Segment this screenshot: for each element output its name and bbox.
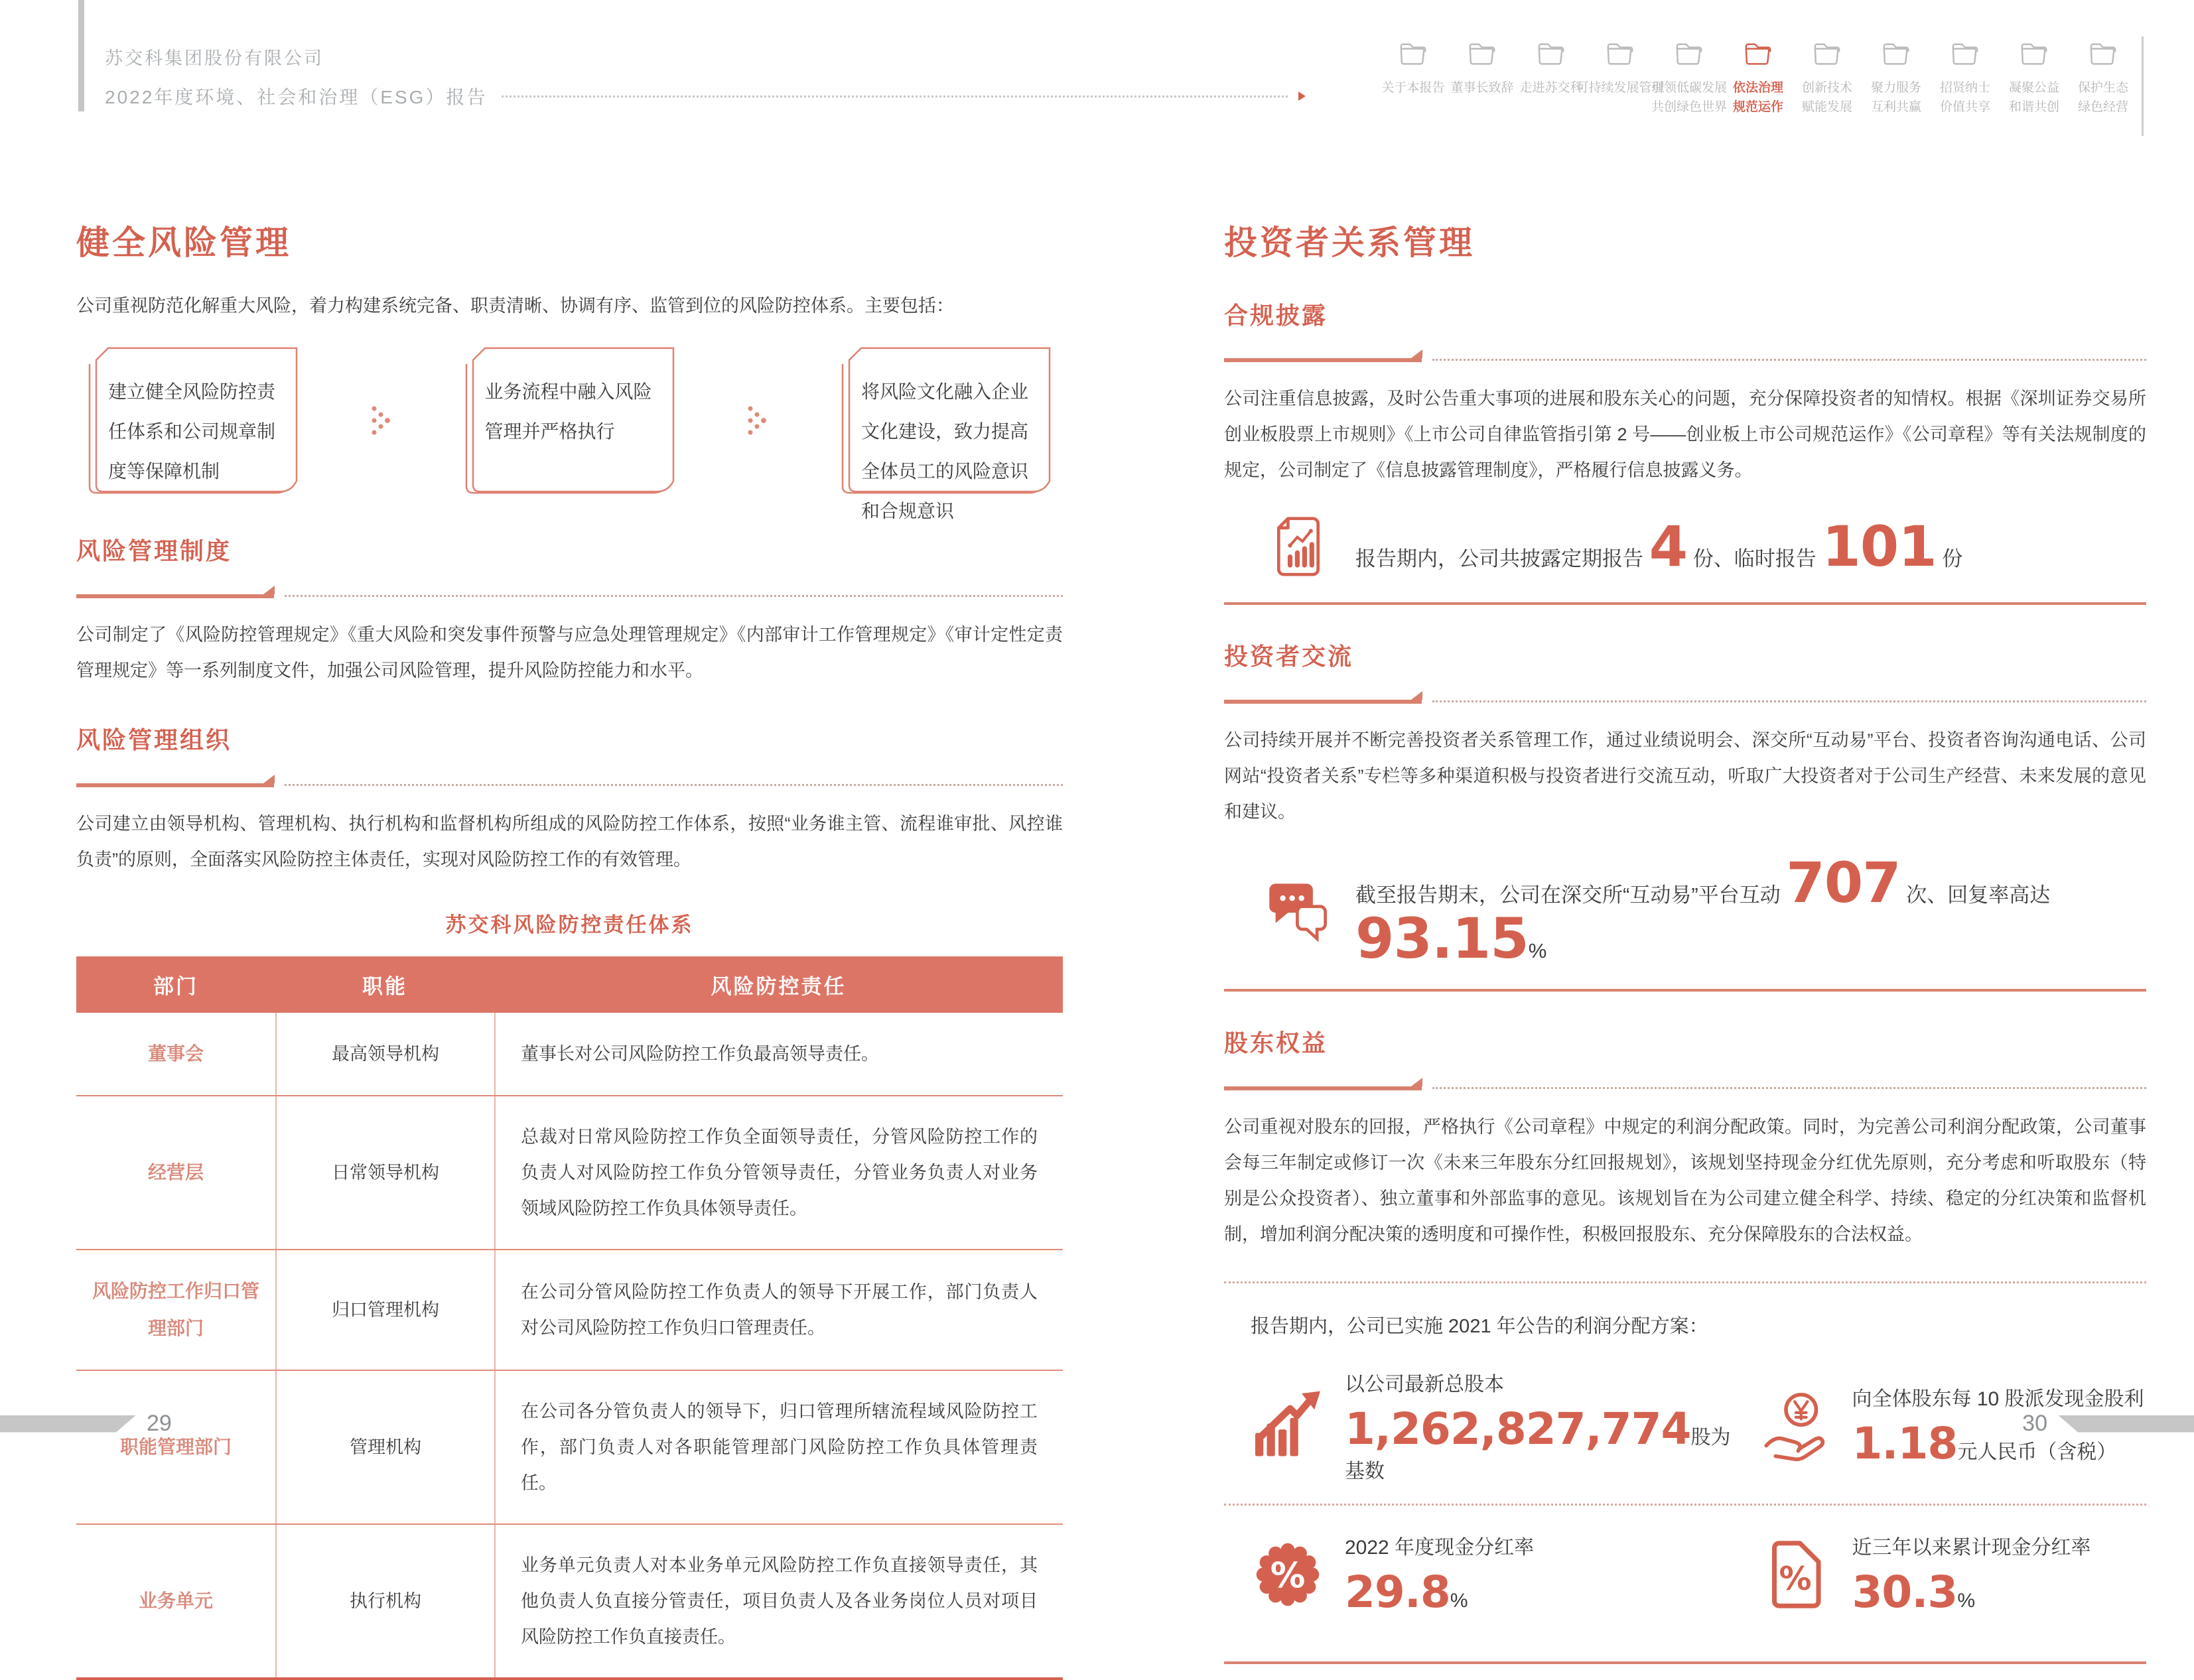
- left-page-risk-management: [76, 194, 1063, 1680]
- dotted-chevron-icon: [687, 399, 830, 442]
- nav-item-lawful-governance-active[interactable]: 依法治理 规范运作: [1726, 41, 1790, 117]
- svg-text:%: %: [1778, 1559, 1812, 1598]
- folder-icon: [1881, 41, 1911, 69]
- page-title: 投资者关系管理: [1224, 224, 1475, 261]
- table-header-cell: 风险防控责任: [711, 974, 847, 998]
- report-chart-icon: [1265, 513, 1332, 580]
- flow-box-text: 业务流程中融入风险管理并严格执行: [484, 381, 652, 442]
- chapter-nav: [1381, 41, 2138, 117]
- nav-item-about-report[interactable]: [1381, 41, 1445, 117]
- table-row: [76, 1523, 1063, 1677]
- role-cell: 执行机构: [275, 1525, 494, 1677]
- nav-item-service[interactable]: 聚力服务 互利共赢: [1864, 41, 1928, 117]
- nav-label: 依法治理: [1732, 81, 1783, 95]
- risk-flow-diagram: [76, 342, 1063, 522]
- section-risk-organization: [76, 722, 1063, 877]
- risk-responsibility-table: [76, 956, 1063, 1680]
- dept-cell: 董事会: [147, 1043, 204, 1064]
- header-dotted-line: [502, 96, 1288, 97]
- report-title: 2022年度环境、社会和治理（ESG）报告: [105, 87, 488, 107]
- right-page-footer: [2022, 1411, 2194, 1437]
- header-arrow-icon: [1298, 92, 1306, 101]
- stat-label: 以公司最新总股本: [1345, 1374, 1504, 1396]
- section-divider-line: [1224, 1661, 2146, 1664]
- table-row: [76, 1095, 1063, 1249]
- nav-item-innovation[interactable]: 创新技术 赋能发展: [1795, 41, 1859, 117]
- dividend-stats-row-2: [1224, 1506, 2146, 1638]
- flow-box-1: [76, 342, 310, 499]
- page-number-left: 29: [147, 1411, 172, 1436]
- resp-cell: 业务单元负责人对本业务单元风险防控工作负直接领导责任，其他负责人负直接分管责任，项目负责人及各业务岗位人员对项目风险防控工作负直接责任。: [494, 1525, 1063, 1677]
- section-body: 公司制定了《风险防控管理规定》《重大风险和突发事件预警与应急处理管理规定》《内部审计工作管理规定》《审计定性定责管理规定》等一系列制度文件，加强公司风险管理，提升风险防控能力和水平。: [76, 624, 1063, 680]
- resp-cell: 在公司各分管负责人的领导下，归口管理所辖流程域风险防控工作，部门负责人对各职能管理部门风险防控工作负具体管理责任。: [494, 1371, 1063, 1523]
- table-header-row: [76, 956, 1063, 1013]
- role-cell: 日常领导机构: [275, 1096, 494, 1249]
- dividend-ratio-2022-stat: [1251, 1531, 1732, 1618]
- section-investor-exchange: [1224, 638, 2146, 830]
- stat-label: 2022 年度现金分红率: [1345, 1537, 1535, 1559]
- chat-bubbles-icon: [1265, 877, 1332, 944]
- section-heading: 合规披露: [1224, 301, 1328, 329]
- svg-text:%: %: [1270, 1555, 1306, 1596]
- stat-suffix: 元人民币（含税）: [1957, 1441, 2117, 1464]
- folder-icon: [1950, 41, 1980, 69]
- dividend-stats-row-1: [1224, 1342, 2146, 1504]
- dividend-ratio-3yr-stat: [1758, 1531, 2147, 1618]
- resp-cell: 总裁对日常风险防控工作负全面领导责任，分管风险防控工作的负责人对风险防控工作负分管领导责任，分管业务负责人对业务领域风险防控工作负具体领导责任。: [494, 1096, 1063, 1249]
- stat-value: 30.3: [1852, 1567, 1958, 1618]
- table-title: 苏交科风险防控责任体系: [445, 913, 694, 937]
- dividend-intro: 报告期内，公司已实施 2021 年公告的利润分配方案：: [1251, 1316, 1708, 1338]
- nav-item-into-jsti[interactable]: [1519, 41, 1583, 117]
- disclosure-stat: [1265, 513, 2146, 580]
- flow-box-text: 将风险文化融入企业文化建设，致力提高全体员工的风险意识和合规意识: [861, 381, 1029, 522]
- folder-icon: [1536, 41, 1566, 69]
- role-cell: 最高领导机构: [275, 1013, 494, 1095]
- growth-chart-icon: [1251, 1389, 1325, 1463]
- right-page-investor-relations: [1224, 194, 2146, 1664]
- flow-box-2: [453, 342, 687, 499]
- section-body: 公司重视对股东的回报，严格执行《公司章程》中规定的利润分配政策。同时，为完善公司利润分配政策，公司董事会每三年制定或修订一次《未来三年股东分红回报规划》，该规划坚持现金分红优先原则，充分考虑和听取股东（特别是公众投资者）、独立董事和外部监事的意见。该规划旨在为公司建立健全科学、持续、稳定的分红决策和监督机制，增加利润分配决策的透明度和可操作性，积极回报股东、充分保障股东的合法权益。: [1224, 1117, 2146, 1245]
- page-ribbon: [0, 1415, 136, 1433]
- nav-label: 聚力服务: [1870, 81, 1921, 95]
- section-shareholder-equity: [1224, 1025, 2146, 1252]
- folder-icon: [1398, 41, 1428, 69]
- table-row: [76, 1370, 1063, 1523]
- table-row: [76, 1013, 1063, 1095]
- stat-suffix: %: [1450, 1590, 1468, 1612]
- section-heading: 风险管理制度: [76, 537, 232, 564]
- section-heading: 投资者交流: [1224, 643, 1354, 671]
- nav-item-ecology[interactable]: 保护生态 绿色经营: [2071, 41, 2135, 117]
- nav-label: 可持续发展管理: [1576, 81, 1665, 95]
- nav-label: 创新技术: [1801, 81, 1852, 95]
- section-underline: [1224, 350, 2146, 362]
- interaction-stat: [1265, 850, 2146, 972]
- flow-box-3: [829, 342, 1063, 522]
- tag-percent-icon: [1758, 1537, 1832, 1612]
- left-page-footer: [0, 1411, 172, 1437]
- section-underline: [1224, 692, 2146, 704]
- badge-percent-icon: [1251, 1537, 1325, 1612]
- table-row: [76, 1249, 1063, 1370]
- nav-label: 招贤纳士: [1939, 81, 1990, 95]
- resp-cell: 在公司分管风险防控工作负责人的领导下开展工作，部门负责人对公司风险防控工作负归口管理责任。: [494, 1250, 1063, 1370]
- nav-label: 走进苏交科: [1519, 81, 1583, 95]
- stat-suffix: 股为基数: [1345, 1427, 1731, 1483]
- section-body: 公司建立由领导机构、管理机构、执行机构和监督机构所组成的风险防控工作体系，按照“业务谁主管、流程谁审批、风控谁负责”的原则，全面落实风险防控主体责任，实现对风险防控工作的有效管理。: [76, 813, 1063, 870]
- dept-cell: 风险防控工作归口管理部门: [92, 1280, 259, 1338]
- section-underline: [76, 586, 1063, 598]
- nav-divider: [2142, 36, 2144, 136]
- section-divider-line: [1224, 989, 2146, 992]
- folder-icon: [1812, 41, 1842, 69]
- resp-cell: 董事长对公司风险防控工作负最高领导责任。: [494, 1013, 1063, 1095]
- nav-item-public-welfare[interactable]: 凝聚公益 和谐共创: [2002, 41, 2066, 117]
- folder-icon: [1743, 41, 1773, 69]
- hand-yuan-icon: [1758, 1389, 1832, 1463]
- nav-label: 关于本报告: [1381, 81, 1445, 95]
- stat-label: 近三年以来累计现金分红率: [1852, 1537, 2091, 1559]
- folder-icon: [1605, 41, 1635, 69]
- folder-icon: [2019, 41, 2049, 69]
- section-underline: [76, 775, 1063, 787]
- folder-icon: [1674, 41, 1704, 69]
- stat-suffix: %: [1957, 1590, 1976, 1612]
- dotted-chevron-icon: [310, 399, 453, 442]
- section-underline: [1224, 1078, 2146, 1090]
- section-divider-line: [1224, 602, 2146, 605]
- nav-item-talent[interactable]: 招贤纳士 价值共享: [1933, 41, 1997, 117]
- stat-sentence: 截至报告期末，公司在深交所“互动易”平台互动 707 次、回复率高达 93.15%: [1355, 850, 2051, 972]
- stat-value: 1,262,827,774: [1345, 1403, 1691, 1455]
- stat-number: 93.15: [1355, 906, 1529, 972]
- section-body: 公司注重信息披露，及时公告重大事项的进展和股东关心的问题，充分保障投资者的知情权。根据《深圳证券交易所创业板股票上市规则》《上市公司自律监管指引第 2 号——创业板上市公司规范运作》《公司章程》等有关法规制度的规定，公司制定了《信息披露管理制度》，严格履行信息披露义务。: [1224, 389, 2146, 481]
- page-number-right: 30: [2022, 1411, 2047, 1436]
- role-cell: 归口管理机构: [275, 1250, 494, 1370]
- stat-number: 4: [1649, 514, 1688, 580]
- nav-label: 凝聚公益: [2008, 81, 2059, 95]
- section-body: 公司持续开展并不断完善投资者关系管理工作，通过业绩说明会、深交所“互动易”平台、投资者咨询沟通电话、公司网站“投资者关系”专栏等多种渠道积极与投资者进行交流互动，听取广大投资者对于公司生产经营、未来发展的意见和建议。: [1224, 730, 2146, 822]
- page-title: 健全风险管理: [76, 224, 291, 261]
- report-header: [105, 44, 1306, 109]
- stat-value: 29.8: [1345, 1567, 1450, 1618]
- stat-number: 101: [1822, 514, 1937, 580]
- nav-item-chairman-message[interactable]: [1450, 41, 1514, 117]
- nav-label: 董事长致辞: [1450, 81, 1514, 95]
- table-header-cell: 职能: [362, 974, 407, 998]
- dept-cell: 经营层: [147, 1161, 204, 1183]
- section-heading: 风险管理组织: [76, 726, 232, 753]
- nav-label: 保护生态: [2077, 81, 2128, 95]
- section-heading: 股东权益: [1224, 1029, 1328, 1057]
- dept-cell: 职能管理部门: [119, 1436, 232, 1457]
- page-ribbon: [2058, 1415, 2194, 1433]
- stat-number: 707: [1786, 850, 1901, 916]
- section-compliance-disclosure: [1224, 297, 2146, 489]
- section-risk-system: [76, 533, 1063, 688]
- intro-paragraph: 公司重视防范化解重大风险，着力构建系统完备、职责清晰、协调有序、监管到位的风险防控体系。主要包括：: [76, 295, 954, 316]
- company-name: 苏交科集团股份有限公司: [105, 48, 324, 68]
- share-base-stat: [1251, 1368, 1732, 1484]
- nav-label: 引领低碳发展: [1651, 81, 1728, 95]
- dotted-divider: [1224, 1281, 2146, 1283]
- dept-cell: 业务单元: [138, 1590, 213, 1611]
- flow-box-text: 建立健全风险防控责任体系和公司规章制度等保障机制: [108, 381, 276, 482]
- stat-label: 向全体股东每 10 股派发现金股利: [1852, 1388, 2144, 1411]
- folder-icon: [2088, 41, 2118, 69]
- nav-item-low-carbon[interactable]: 引领低碳发展 共创绿色世界: [1657, 41, 1721, 117]
- role-cell: 管理机构: [275, 1371, 494, 1523]
- stat-sentence: 报告期内，公司共披露定期报告 4 份、临时报告 101 份: [1355, 514, 1963, 580]
- table-header-cell: 部门: [153, 974, 198, 998]
- folder-icon: [1467, 41, 1497, 69]
- brand-vertical-bar: [78, 0, 84, 111]
- stat-value: 1.18: [1852, 1418, 1958, 1470]
- nav-item-sustainability-management[interactable]: [1576, 41, 1665, 117]
